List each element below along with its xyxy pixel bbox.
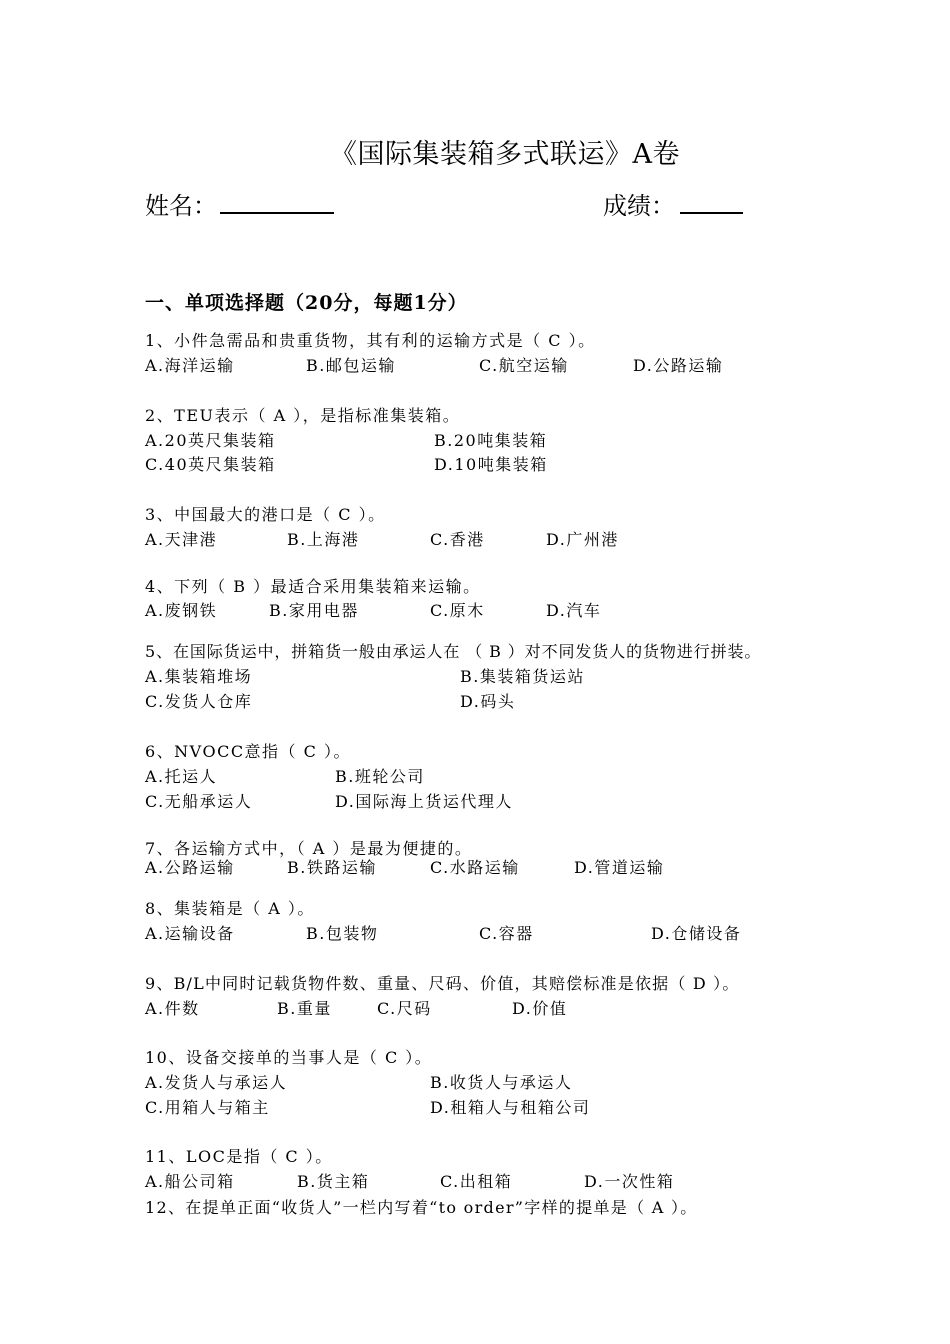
option-b: B.货主箱 bbox=[297, 1172, 370, 1191]
option-c: C.水路运输 bbox=[430, 858, 520, 877]
option-b: B.家用电器 bbox=[269, 601, 359, 620]
option-a: A.天津港 bbox=[145, 530, 218, 549]
question-stem: 4、下列（ B ）最适合采用集装箱来运输。 bbox=[145, 577, 481, 596]
question-stem: 2、TEU表示（ A ），是指标准集装箱。 bbox=[145, 406, 461, 425]
option-d: D.管道运输 bbox=[574, 858, 665, 877]
option-c: C.尺码 bbox=[377, 999, 432, 1018]
question-stem: 11、LOC是指（ C ）。 bbox=[145, 1147, 333, 1166]
option-a: A.发货人与承运人 bbox=[145, 1073, 288, 1092]
option-a: A.船公司箱 bbox=[145, 1172, 235, 1191]
option-b: B.重量 bbox=[277, 999, 332, 1018]
question-stem: 6、NVOCC意指（ C ）。 bbox=[145, 742, 351, 761]
option-a: A.公路运输 bbox=[145, 858, 235, 877]
option-b: B.包装物 bbox=[306, 924, 379, 943]
option-d: D.租箱人与租箱公司 bbox=[430, 1098, 591, 1117]
option-b: B.集装箱货运站 bbox=[460, 667, 585, 686]
option-d: D.公路运输 bbox=[633, 356, 724, 375]
question-stem: 12、在提单正面“收货人”一栏内写着“to order”字样的提单是（ A ）。 bbox=[145, 1198, 698, 1217]
question-stem: 9、B/L中同时记载货物件数、重量、尺码、价值，其赔偿标准是依据（ D ）。 bbox=[145, 974, 740, 993]
section-heading: 一、单项选择题（20分，每题1分） bbox=[145, 292, 468, 314]
score-blank[interactable] bbox=[680, 212, 743, 214]
score-label: 成绩： bbox=[603, 192, 675, 220]
option-a: A.废钢铁 bbox=[145, 601, 218, 620]
question-stem: 3、中国最大的港口是（ C ）。 bbox=[145, 505, 386, 524]
option-c: C.发货人仓库 bbox=[145, 692, 253, 711]
option-a: A.海洋运输 bbox=[145, 356, 235, 375]
option-d: D.国际海上货运代理人 bbox=[335, 792, 513, 811]
option-c: C.40英尺集装箱 bbox=[145, 455, 276, 474]
option-a: A.运输设备 bbox=[145, 924, 235, 943]
option-c: C.出租箱 bbox=[440, 1172, 513, 1191]
option-b: B.邮包运输 bbox=[306, 356, 396, 375]
option-a: A.托运人 bbox=[145, 767, 218, 786]
option-b: B.收货人与承运人 bbox=[430, 1073, 573, 1092]
option-b: B.20吨集装箱 bbox=[434, 431, 548, 450]
question-stem: 5、在国际货运中，拼箱货一般由承运人在 （ B ）对不同发货人的货物进行拼装。 bbox=[145, 642, 762, 661]
option-d: D.一次性箱 bbox=[584, 1172, 675, 1191]
question-stem: 8、集装箱是（ A ）。 bbox=[145, 899, 315, 918]
question-stem: 7、各运输方式中，（ A ）是最为便捷的。 bbox=[145, 839, 473, 858]
option-d: D.码头 bbox=[460, 692, 516, 711]
page-title: 《国际集装箱多式联运》A卷 bbox=[330, 139, 680, 170]
option-d: D.10吨集装箱 bbox=[434, 455, 548, 474]
option-d: D.汽车 bbox=[546, 601, 602, 620]
option-b: B.铁路运输 bbox=[287, 858, 377, 877]
option-c: C.航空运输 bbox=[479, 356, 569, 375]
option-c: C.用箱人与箱主 bbox=[145, 1098, 270, 1117]
option-b: B.班轮公司 bbox=[335, 767, 425, 786]
option-c: C.容器 bbox=[479, 924, 534, 943]
question-stem: 1、小件急需品和贵重货物，其有利的运输方式是（ C ）。 bbox=[145, 331, 596, 350]
option-d: D.仓储设备 bbox=[651, 924, 742, 943]
option-a: A.20英尺集装箱 bbox=[145, 431, 276, 450]
option-a: A.件数 bbox=[145, 999, 200, 1018]
name-blank[interactable] bbox=[220, 212, 334, 214]
option-b: B.上海港 bbox=[287, 530, 360, 549]
option-d: D.价值 bbox=[512, 999, 568, 1018]
question-stem: 10、设备交接单的当事人是（ C ）。 bbox=[145, 1048, 433, 1067]
option-a: A.集装箱堆场 bbox=[145, 667, 253, 686]
option-c: C.香港 bbox=[430, 530, 485, 549]
option-c: C.无船承运人 bbox=[145, 792, 253, 811]
option-d: D.广州港 bbox=[546, 530, 619, 549]
option-c: C.原木 bbox=[430, 601, 485, 620]
name-label: 姓名： bbox=[145, 192, 217, 220]
